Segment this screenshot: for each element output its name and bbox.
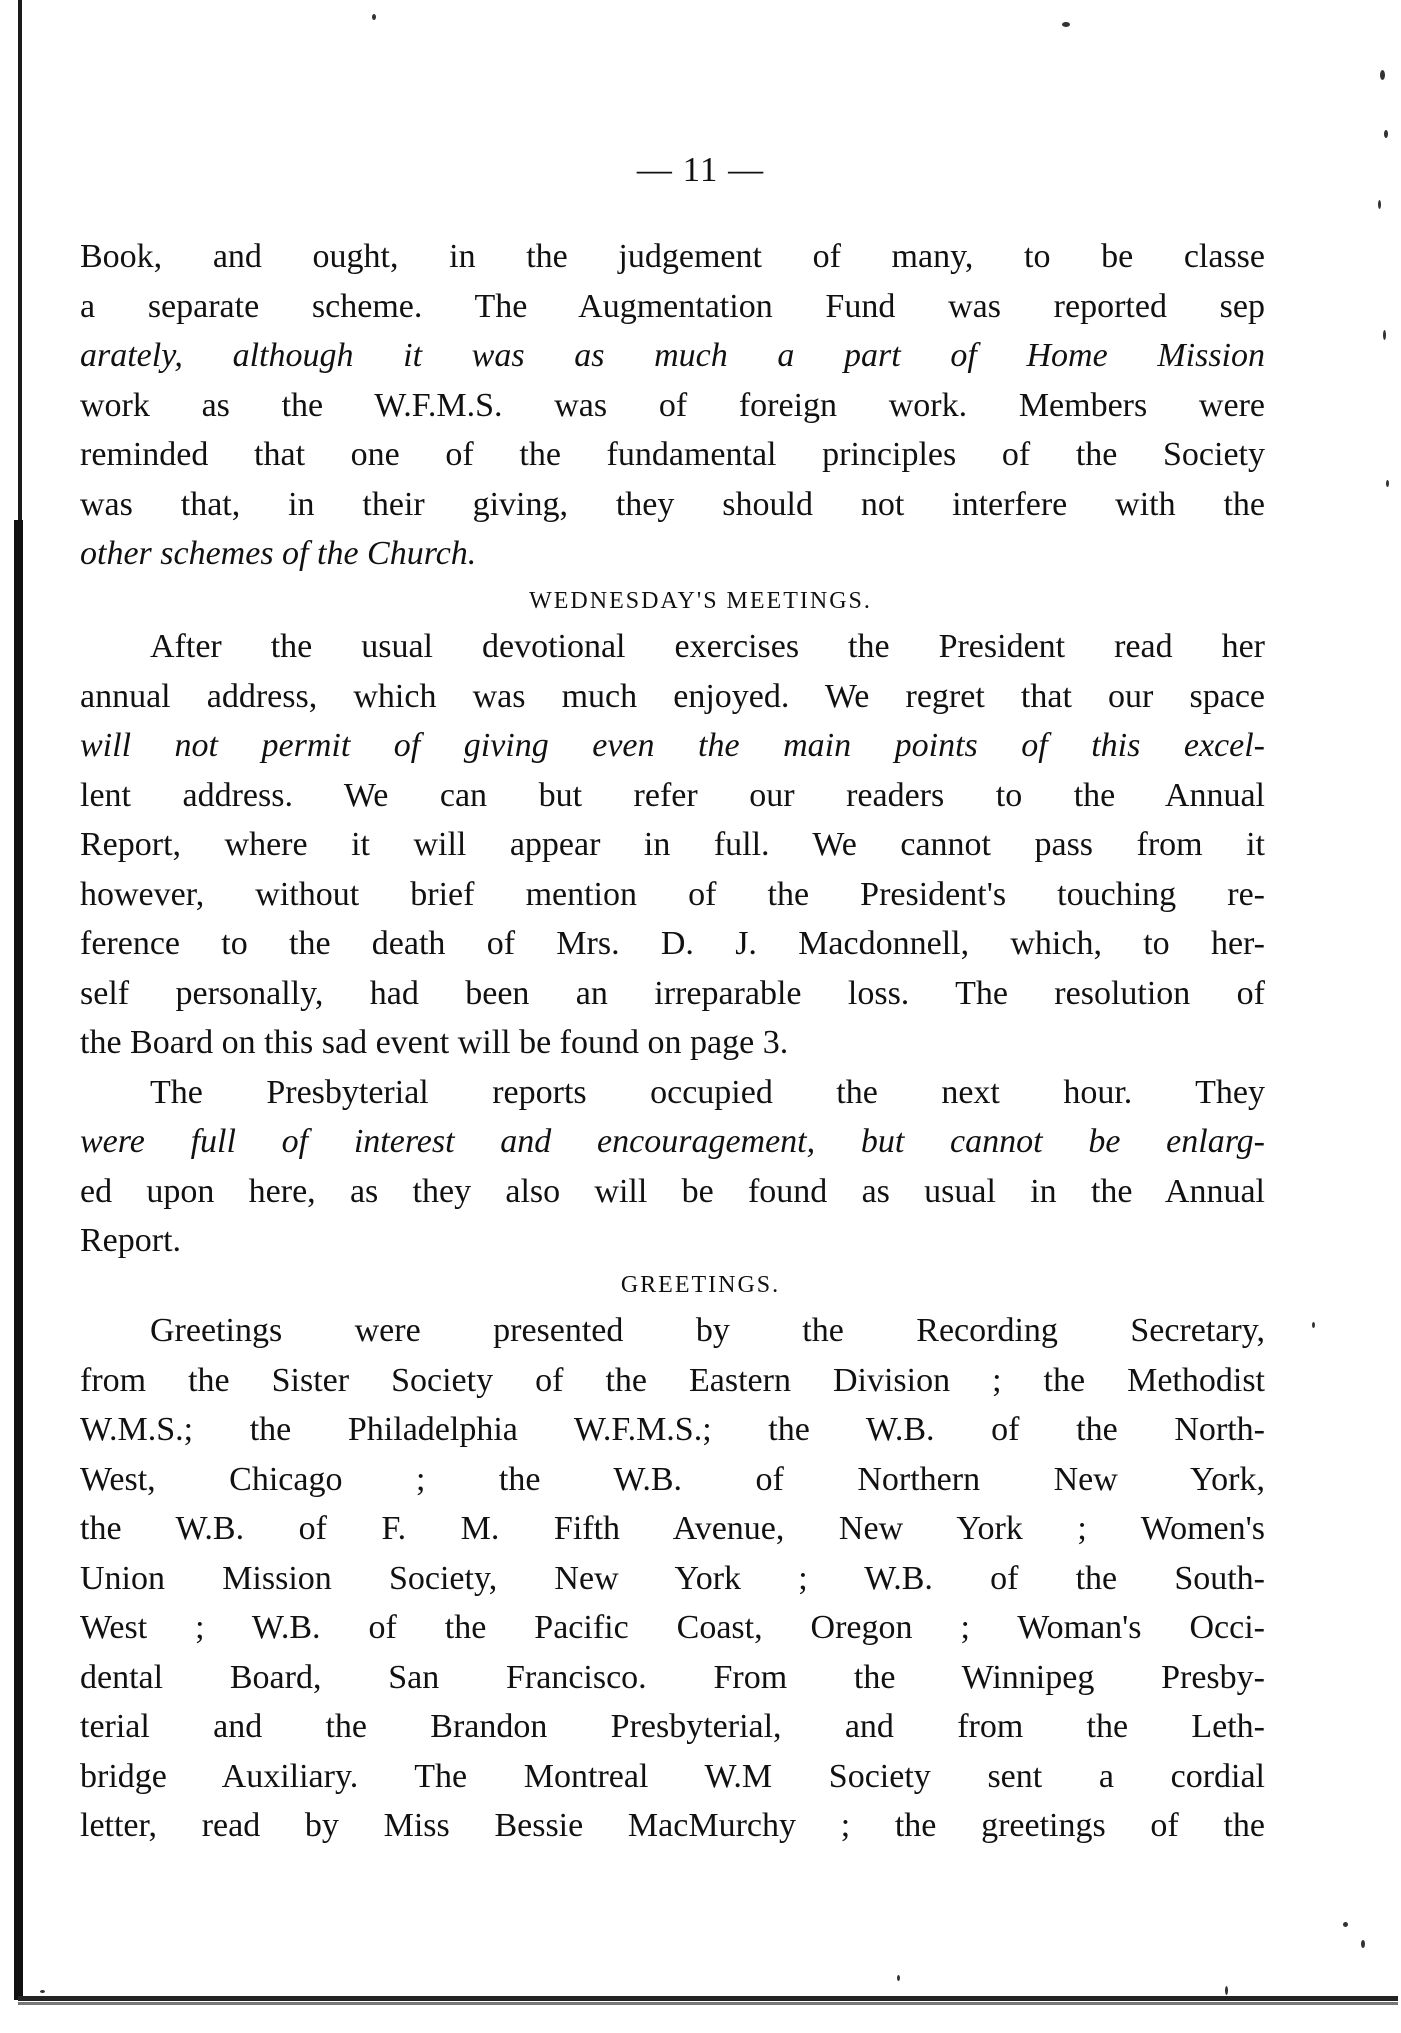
scan-speck bbox=[1384, 130, 1388, 138]
scan-speck bbox=[1361, 1940, 1365, 1948]
text-line: W.M.S.; the Philadelphia W.F.M.S.; the W.B. of the North- bbox=[80, 1411, 1265, 1448]
text-line: West, Chicago ; the W.B. of Northern New York, bbox=[80, 1460, 1265, 1498]
text-line: the Board on this sad event will be found on page 3. bbox=[80, 1024, 789, 1061]
scan-speck bbox=[1380, 70, 1385, 80]
text-line: was that, in their giving, they should not interfere with the bbox=[80, 485, 1265, 523]
text-line: ed upon here, as they also will be found as usual in the Annual bbox=[80, 1172, 1265, 1210]
text-line: ference to the death of Mrs. D. J. Macdonnell, which, to her- bbox=[80, 925, 1265, 962]
paragraph-greetings bbox=[80, 1306, 1265, 1851]
text-line: however, without brief mention of the President's touching re- bbox=[80, 875, 1265, 913]
scan-speck bbox=[1383, 330, 1386, 340]
text-line: Book, and ought, in the judgement of many, to be classe bbox=[80, 238, 1265, 275]
section-heading-wednesday: WEDNESDAY'S MEETINGS. bbox=[529, 588, 872, 614]
text-line: a separate scheme. The Augmentation Fund was reported sep bbox=[80, 287, 1265, 325]
text-line: West ; W.B. of the Pacific Coast, Oregon ; Woman's Occi- bbox=[80, 1609, 1265, 1646]
text-line: After the usual devotional exercises the President read her bbox=[150, 628, 1265, 665]
text-line: The Presbyterial reports occupied the next hour. They bbox=[150, 1073, 1265, 1111]
text-line: Report. bbox=[80, 1222, 182, 1259]
text-line: annual address, which was much enjoyed. We regret that our space bbox=[80, 677, 1265, 715]
text-line: work as the W.F.M.S. was of foreign work. Members were bbox=[80, 386, 1265, 424]
text-line: Report, where it will appear in full. We cannot pass from it bbox=[80, 826, 1265, 863]
scan-speck bbox=[1386, 480, 1389, 487]
paragraph-wednesday bbox=[80, 622, 1265, 1266]
paragraph-book-scheme bbox=[80, 232, 1265, 579]
section-heading-greetings: GREETINGS. bbox=[620, 1272, 781, 1298]
scan-speck bbox=[1312, 1322, 1315, 1328]
page-number: — 11 — bbox=[636, 150, 765, 189]
text-line: self personally, had been an irreparable loss. The resolution of bbox=[80, 974, 1265, 1012]
text-line: were full of interest and encouragement, but cannot be enlarg- bbox=[80, 1123, 1265, 1160]
scan-speck bbox=[372, 14, 376, 20]
text-line: from the Sister Society of the Eastern Division ; the Methodist bbox=[80, 1361, 1265, 1399]
text-line: other schemes of the Church. bbox=[80, 535, 477, 572]
text-line: terial and the Brandon Presbyterial, and from the Leth- bbox=[80, 1708, 1265, 1745]
text-line: bridge Auxiliary. The Montreal W.M Society sent a cordial bbox=[80, 1757, 1265, 1795]
text-line: Union Mission Society, New York ; W.B. of the South- bbox=[80, 1559, 1265, 1597]
scan-speck bbox=[897, 1975, 900, 1981]
text-line: Greetings were presented by the Recording Secretary, bbox=[150, 1312, 1265, 1349]
scan-speck bbox=[1343, 1922, 1348, 1927]
text-line: the W.B. of F. M. Fifth Avenue, New York ; Women's bbox=[80, 1510, 1265, 1547]
scan-speck bbox=[40, 1990, 45, 1993]
page-bottom-border-shadow bbox=[18, 2002, 1398, 2005]
scan-speck bbox=[1378, 200, 1381, 209]
text-line: reminded that one of the fundamental principles of the Society bbox=[80, 436, 1265, 473]
scan-speck bbox=[1062, 22, 1070, 27]
page-bottom-border bbox=[18, 1996, 1398, 2001]
scan-speck bbox=[1225, 1986, 1228, 1995]
text-line: letter, read by Miss Bessie MacMurchy ; the greetings of the bbox=[80, 1807, 1265, 1844]
text-line: dental Board, San Francisco. From the Winnipeg Presby- bbox=[80, 1658, 1265, 1696]
text-line: will not permit of giving even the main points of this excel- bbox=[80, 727, 1265, 764]
text-line: lent address. We can but refer our readers to the Annual bbox=[80, 776, 1265, 814]
page-left-border-shadow bbox=[14, 520, 23, 2000]
text-line: arately, although it was as much a part of Home Mission bbox=[80, 337, 1265, 374]
